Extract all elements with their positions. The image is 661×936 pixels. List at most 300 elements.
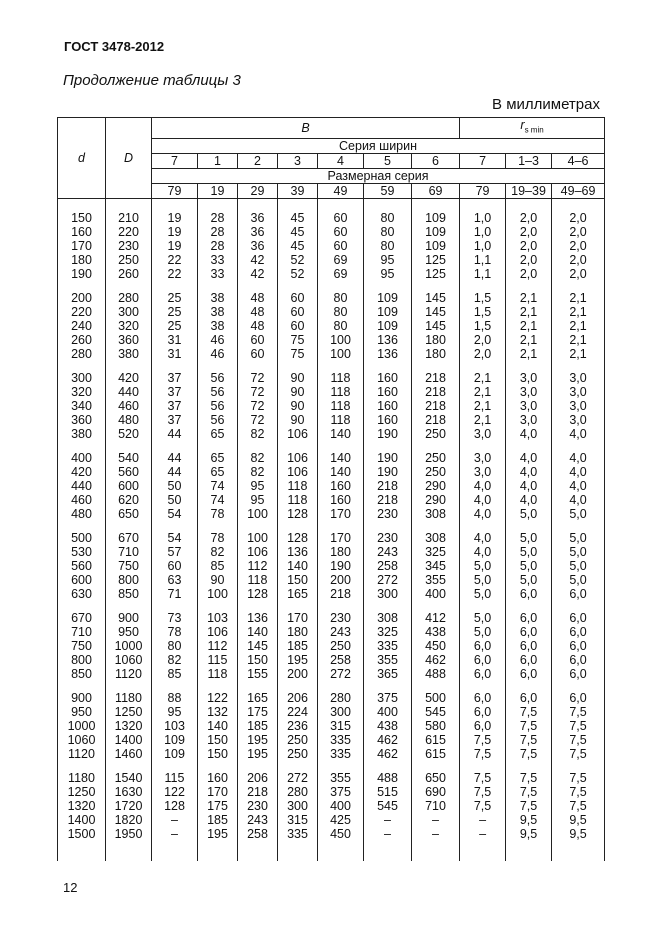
- table-cell: 2,1: [552, 319, 605, 333]
- table-cell: 1000: [58, 719, 106, 733]
- table-cell: 3,0: [460, 427, 506, 441]
- table-cell: 2,1: [506, 333, 552, 347]
- table-cell: 7,5: [506, 771, 552, 785]
- table-cell: 60: [278, 291, 318, 305]
- table-cell: 1250: [106, 705, 152, 719]
- spacer-cell: [152, 601, 198, 611]
- table-cell: 340: [58, 399, 106, 413]
- table-cell: 258: [364, 559, 412, 573]
- table-cell: 7,5: [552, 785, 605, 799]
- table-cell: 258: [238, 827, 278, 841]
- table-cell: 545: [364, 799, 412, 813]
- spacer-cell: [152, 521, 198, 531]
- spacer-cell: [506, 441, 552, 451]
- spacer-cell: [278, 601, 318, 611]
- spacer-cell: [106, 441, 152, 451]
- table-cell: 165: [238, 691, 278, 705]
- table-cell: 2,0: [552, 225, 605, 239]
- table-cell: 9,5: [552, 827, 605, 841]
- table-cell: 95: [238, 493, 278, 507]
- table-row: [58, 733, 605, 747]
- table-cell: 82: [152, 653, 198, 667]
- table-cell: 6,0: [506, 667, 552, 681]
- table-cell: 200: [318, 573, 364, 587]
- width-series-cell: 7: [152, 153, 198, 168]
- table-cell: 118: [278, 479, 318, 493]
- width-series-cell: 1–3: [506, 153, 552, 168]
- table-row: [58, 667, 605, 681]
- table-cell: 438: [412, 625, 460, 639]
- table-cell: 122: [198, 691, 238, 705]
- table-cell: 42: [238, 267, 278, 281]
- spacer-cell: [106, 281, 152, 291]
- table-cell: 710: [106, 545, 152, 559]
- table-cell: 4,0: [552, 465, 605, 479]
- table-cell: 6,0: [552, 639, 605, 653]
- table-cell: 6,0: [460, 705, 506, 719]
- spacer-cell: [152, 198, 198, 211]
- table-cell: 4,0: [460, 545, 506, 559]
- table-cell: 128: [238, 587, 278, 601]
- spacer-row: [58, 441, 605, 451]
- table-cell: 2,1: [460, 385, 506, 399]
- spacer-cell: [238, 761, 278, 771]
- table-cell: 2,1: [460, 371, 506, 385]
- table-cell: 218: [318, 587, 364, 601]
- table-cell: 109: [412, 239, 460, 253]
- table-cell: 230: [106, 239, 152, 253]
- table-cell: 5,0: [506, 531, 552, 545]
- table-cell: 60: [278, 319, 318, 333]
- table-cell: 1630: [106, 785, 152, 799]
- spacer-cell: [278, 198, 318, 211]
- table-cell: 1120: [106, 667, 152, 681]
- table-cell: 2,0: [460, 333, 506, 347]
- table-cell: 6,0: [506, 611, 552, 625]
- table-cell: –: [412, 827, 460, 841]
- spacer-cell: [278, 841, 318, 861]
- table-cell: 82: [238, 465, 278, 479]
- table-cell: 60: [238, 347, 278, 361]
- table-cell: 5,0: [460, 611, 506, 625]
- table-cell: 335: [318, 747, 364, 761]
- table-cell: 72: [238, 371, 278, 385]
- table-cell: 25: [152, 305, 198, 319]
- table-cell: 128: [152, 799, 198, 813]
- spacer-cell: [460, 198, 506, 211]
- table-cell: 220: [106, 225, 152, 239]
- table-cell: 210: [106, 211, 152, 225]
- table-row: [58, 305, 605, 319]
- spacer-row: [58, 521, 605, 531]
- spacer-cell: [318, 198, 364, 211]
- spacer-cell: [58, 198, 106, 211]
- width-series-cell: 5: [364, 153, 412, 168]
- table-cell: 106: [278, 427, 318, 441]
- table-cell: 615: [412, 747, 460, 761]
- table-cell: 5,0: [552, 531, 605, 545]
- spacer-cell: [58, 441, 106, 451]
- table-cell: 9,5: [506, 813, 552, 827]
- table-cell: 190: [364, 451, 412, 465]
- table-cell: 670: [106, 531, 152, 545]
- spacer-cell: [238, 681, 278, 691]
- table-row: [58, 479, 605, 493]
- spacer-cell: [238, 601, 278, 611]
- table-cell: 6,0: [506, 587, 552, 601]
- table-cell: 38: [198, 305, 238, 319]
- table-cell: 175: [198, 799, 238, 813]
- table-row: [58, 625, 605, 639]
- table-cell: 180: [278, 625, 318, 639]
- table-cell: 195: [278, 653, 318, 667]
- table-cell: 103: [152, 719, 198, 733]
- spacer-cell: [198, 441, 238, 451]
- table-row: [58, 253, 605, 267]
- table-cell: 74: [198, 479, 238, 493]
- spacer-cell: [364, 681, 412, 691]
- spacer-cell: [238, 281, 278, 291]
- table-cell: 52: [278, 253, 318, 267]
- table-cell: 145: [412, 305, 460, 319]
- table-row: [58, 653, 605, 667]
- table-cell: 33: [198, 253, 238, 267]
- table-cell: 3,0: [460, 465, 506, 479]
- table-cell: 160: [198, 771, 238, 785]
- table-cell: 140: [318, 465, 364, 479]
- table-cell: 170: [318, 507, 364, 521]
- table-cell: 140: [238, 625, 278, 639]
- table-cell: 112: [238, 559, 278, 573]
- table-cell: 218: [238, 785, 278, 799]
- table-cell: 300: [318, 705, 364, 719]
- table-cell: 60: [318, 211, 364, 225]
- table-cell: 1,1: [460, 253, 506, 267]
- page-number: 12: [63, 880, 78, 895]
- table-row: [58, 211, 605, 225]
- spacer-cell: [460, 761, 506, 771]
- table-cell: 355: [364, 653, 412, 667]
- table-cell: 690: [412, 785, 460, 799]
- table-cell: 60: [152, 559, 198, 573]
- table-cell: 950: [58, 705, 106, 719]
- width-series-cell: 1: [198, 153, 238, 168]
- table-cell: 109: [364, 319, 412, 333]
- document-code: ГОСТ 3478-2012: [64, 39, 165, 54]
- table-row: [58, 747, 605, 761]
- table-cell: 72: [238, 413, 278, 427]
- table-cell: 44: [152, 427, 198, 441]
- spacer-cell: [412, 521, 460, 531]
- spacer-cell: [552, 521, 605, 531]
- table-cell: 230: [364, 507, 412, 521]
- spacer-cell: [106, 601, 152, 611]
- table-cell: 365: [364, 667, 412, 681]
- table-cell: 250: [412, 427, 460, 441]
- table-cell: 5,0: [506, 573, 552, 587]
- table-cell: 4,0: [506, 465, 552, 479]
- table-cell: 800: [106, 573, 152, 587]
- table-cell: 290: [412, 479, 460, 493]
- table-cell: 145: [412, 291, 460, 305]
- spacer-cell: [412, 198, 460, 211]
- table-cell: 165: [278, 587, 318, 601]
- table-cell: 60: [278, 305, 318, 319]
- spacer-cell: [58, 601, 106, 611]
- table-cell: 2,0: [506, 225, 552, 239]
- table-cell: 2,0: [460, 347, 506, 361]
- table-cell: 250: [318, 639, 364, 653]
- table-cell: 80: [152, 639, 198, 653]
- table-cell: 36: [238, 211, 278, 225]
- table-cell: 190: [364, 427, 412, 441]
- table-cell: 3,0: [506, 413, 552, 427]
- table-cell: 170: [58, 239, 106, 253]
- table-cell: 315: [318, 719, 364, 733]
- table-cell: 180: [318, 545, 364, 559]
- spacer-cell: [364, 601, 412, 611]
- table-cell: 325: [364, 625, 412, 639]
- table-cell: 380: [106, 347, 152, 361]
- table-cell: 2,0: [552, 239, 605, 253]
- table-cell: 1180: [106, 691, 152, 705]
- table-cell: 230: [364, 531, 412, 545]
- table-cell: 218: [364, 479, 412, 493]
- table-cell: 300: [364, 587, 412, 601]
- table-cell: 4,0: [506, 427, 552, 441]
- spacer-cell: [552, 761, 605, 771]
- table-cell: 2,0: [506, 267, 552, 281]
- width-series-cell: 7: [460, 153, 506, 168]
- spacer-cell: [460, 841, 506, 861]
- table-cell: 36: [238, 225, 278, 239]
- table-cell: 109: [152, 733, 198, 747]
- table-cell: 38: [198, 291, 238, 305]
- table-cell: –: [460, 813, 506, 827]
- spacer-cell: [460, 601, 506, 611]
- table-cell: 218: [364, 493, 412, 507]
- table-cell: 7,5: [552, 705, 605, 719]
- table-row: [58, 451, 605, 465]
- table-cell: 450: [318, 827, 364, 841]
- size-series-cell: 69: [412, 183, 460, 198]
- table-cell: 1,5: [460, 319, 506, 333]
- table-cell: 335: [318, 733, 364, 747]
- table-cell: –: [364, 827, 412, 841]
- width-series-cell: 3: [278, 153, 318, 168]
- spacer-cell: [198, 361, 238, 371]
- table-cell: 109: [412, 225, 460, 239]
- table-cell: 7,5: [552, 747, 605, 761]
- table-cell: 462: [364, 733, 412, 747]
- table-cell: –: [364, 813, 412, 827]
- table-cell: 4,0: [460, 493, 506, 507]
- table-cell: 4,0: [460, 479, 506, 493]
- table-row: [58, 267, 605, 281]
- table-cell: 80: [318, 319, 364, 333]
- table-cell: 25: [152, 319, 198, 333]
- table-cell: 7,5: [506, 785, 552, 799]
- table-cell: 63: [152, 573, 198, 587]
- table-cell: 74: [198, 493, 238, 507]
- table-cell: 4,0: [506, 451, 552, 465]
- spacer-cell: [238, 521, 278, 531]
- table-cell: 136: [238, 611, 278, 625]
- table-cell: 73: [152, 611, 198, 625]
- table-cell: 22: [152, 253, 198, 267]
- table-cell: 335: [278, 827, 318, 841]
- table-cell: 360: [106, 333, 152, 347]
- table-cell: 224: [278, 705, 318, 719]
- table-cell: 118: [318, 399, 364, 413]
- table-cell: 6,0: [460, 653, 506, 667]
- spacer-row: [58, 281, 605, 291]
- table-cell: 48: [238, 305, 278, 319]
- table-cell: 218: [412, 413, 460, 427]
- table-cell: 218: [412, 385, 460, 399]
- table-cell: 243: [318, 625, 364, 639]
- table-cell: 122: [152, 785, 198, 799]
- table-cell: 118: [318, 371, 364, 385]
- table-cell: 488: [364, 771, 412, 785]
- table-cell: 7,5: [506, 799, 552, 813]
- table-cell: 2,1: [506, 319, 552, 333]
- table-row: [58, 545, 605, 559]
- table-cell: 106: [278, 451, 318, 465]
- table-cell: 1950: [106, 827, 152, 841]
- table-cell: 7,5: [460, 733, 506, 747]
- table-cell: 109: [364, 291, 412, 305]
- width-series-label: Серия ширин: [152, 138, 605, 153]
- spacer-cell: [364, 841, 412, 861]
- table-cell: 36: [238, 239, 278, 253]
- table-cell: 3,0: [552, 413, 605, 427]
- spacer-cell: [198, 841, 238, 861]
- table-cell: 37: [152, 413, 198, 427]
- table-row: [58, 587, 605, 601]
- table-cell: 2,0: [506, 211, 552, 225]
- table-cell: 33: [198, 267, 238, 281]
- table-cell: 540: [106, 451, 152, 465]
- table-cell: 6,0: [460, 639, 506, 653]
- table-cell: 560: [58, 559, 106, 573]
- table-cell: 250: [106, 253, 152, 267]
- spacer-cell: [364, 281, 412, 291]
- spacer-cell: [460, 521, 506, 531]
- table-row: [58, 465, 605, 479]
- table-cell: 2,1: [506, 305, 552, 319]
- table-cell: 65: [198, 465, 238, 479]
- table-cell: 31: [152, 333, 198, 347]
- table-cell: 145: [238, 639, 278, 653]
- table-cell: 480: [106, 413, 152, 427]
- table-cell: 150: [238, 653, 278, 667]
- table-cell: 345: [412, 559, 460, 573]
- table-cell: 115: [198, 653, 238, 667]
- table-cell: 19: [152, 239, 198, 253]
- table-body: [58, 198, 605, 861]
- spacer-cell: [506, 198, 552, 211]
- table-cell: 45: [278, 211, 318, 225]
- table-cell: 140: [318, 451, 364, 465]
- table-cell: 100: [318, 347, 364, 361]
- table-cell: 42: [238, 253, 278, 267]
- table-cell: 106: [238, 545, 278, 559]
- table-row: [58, 611, 605, 625]
- table-cell: 6,0: [552, 625, 605, 639]
- size-series-cell: 49–69: [552, 183, 605, 198]
- table-cell: 375: [364, 691, 412, 705]
- spacer-cell: [364, 198, 412, 211]
- table-cell: 38: [198, 319, 238, 333]
- table-cell: 7,5: [460, 747, 506, 761]
- table-cell: 100: [238, 507, 278, 521]
- table-cell: 69: [318, 267, 364, 281]
- table-cell: 308: [412, 507, 460, 521]
- table-cell: 462: [364, 747, 412, 761]
- table-cell: 71: [152, 587, 198, 601]
- spacer-cell: [552, 361, 605, 371]
- table-cell: 280: [318, 691, 364, 705]
- spacer-cell: [318, 761, 364, 771]
- table-cell: 710: [58, 625, 106, 639]
- spacer-cell: [412, 841, 460, 861]
- table-cell: 206: [278, 691, 318, 705]
- table-cell: 2,0: [552, 267, 605, 281]
- table-cell: 140: [318, 427, 364, 441]
- table-row: [58, 347, 605, 361]
- table-row: [58, 413, 605, 427]
- table-cell: 4,0: [506, 479, 552, 493]
- spacer-cell: [460, 281, 506, 291]
- table-cell: 300: [278, 799, 318, 813]
- table-cell: 1540: [106, 771, 152, 785]
- table-cell: 65: [198, 451, 238, 465]
- table-cell: 218: [412, 399, 460, 413]
- table-cell: 85: [198, 559, 238, 573]
- table-cell: 250: [278, 733, 318, 747]
- table-cell: 850: [106, 587, 152, 601]
- spacer-cell: [506, 681, 552, 691]
- table-row: [58, 799, 605, 813]
- table-cell: 3,0: [460, 451, 506, 465]
- table-row: [58, 719, 605, 733]
- table-cell: 118: [278, 493, 318, 507]
- table-cell: 250: [412, 451, 460, 465]
- table-cell: 1,0: [460, 211, 506, 225]
- table-cell: 109: [364, 305, 412, 319]
- table-cell: 28: [198, 239, 238, 253]
- table-cell: 412: [412, 611, 460, 625]
- spacer-cell: [506, 361, 552, 371]
- table-cell: 710: [412, 799, 460, 813]
- spacer-cell: [318, 681, 364, 691]
- table-row: [58, 531, 605, 545]
- spacer-cell: [152, 281, 198, 291]
- table-cell: 335: [364, 639, 412, 653]
- spacer-cell: [106, 681, 152, 691]
- table-cell: 95: [364, 267, 412, 281]
- table-cell: 45: [278, 239, 318, 253]
- table-cell: 1060: [106, 653, 152, 667]
- spacer-cell: [152, 761, 198, 771]
- table-row: [58, 493, 605, 507]
- table-cell: 220: [58, 305, 106, 319]
- r-subscript: s min: [524, 125, 544, 135]
- table-cell: 72: [238, 399, 278, 413]
- table-cell: 75: [278, 347, 318, 361]
- table-row: [58, 319, 605, 333]
